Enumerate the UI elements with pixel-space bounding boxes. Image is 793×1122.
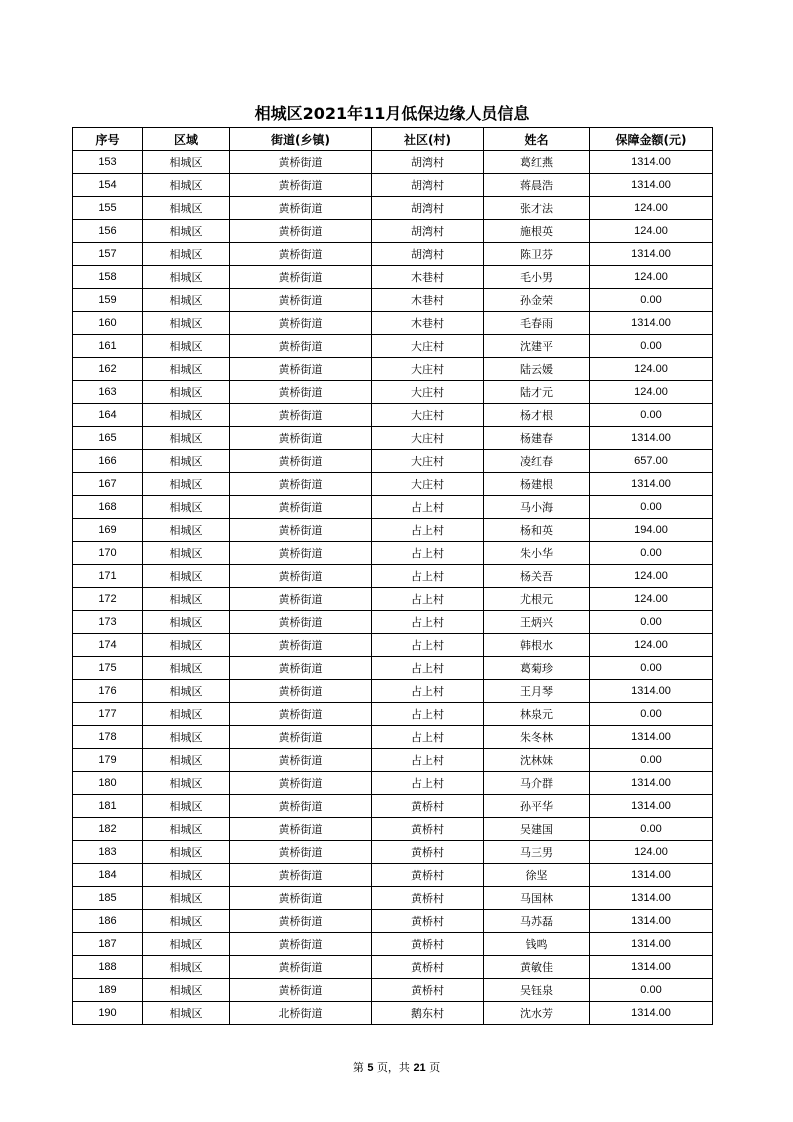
cell-district: 相城区	[143, 473, 230, 496]
table-row	[73, 174, 713, 197]
header-index: 序号	[73, 128, 143, 151]
cell-index: 157	[73, 243, 143, 266]
cell-name: 蒋晨浩	[484, 174, 590, 197]
cell-index: 156	[73, 220, 143, 243]
cell-district: 相城区	[143, 864, 230, 887]
cell-name: 葛红燕	[484, 151, 590, 174]
table-row	[73, 956, 713, 979]
cell-name: 朱小华	[484, 542, 590, 565]
cell-amount: 0.00	[590, 496, 713, 519]
cell-community: 大庄村	[372, 450, 484, 473]
cell-district: 相城区	[143, 266, 230, 289]
cell-amount: 0.00	[590, 611, 713, 634]
header-community: 社区(村)	[372, 128, 484, 151]
table-header-row	[73, 128, 713, 151]
cell-name: 杨才根	[484, 404, 590, 427]
cell-index: 171	[73, 565, 143, 588]
table-row	[73, 1002, 713, 1025]
cell-amount: 1314.00	[590, 933, 713, 956]
cell-index: 190	[73, 1002, 143, 1025]
cell-district: 相城区	[143, 335, 230, 358]
cell-street: 黄桥街道	[230, 197, 372, 220]
cell-street: 黄桥街道	[230, 358, 372, 381]
cell-street: 黄桥街道	[230, 473, 372, 496]
cell-community: 木巷村	[372, 289, 484, 312]
cell-name: 杨关吾	[484, 565, 590, 588]
cell-district: 相城区	[143, 910, 230, 933]
cell-street: 黄桥街道	[230, 933, 372, 956]
cell-street: 黄桥街道	[230, 151, 372, 174]
cell-street: 黄桥街道	[230, 220, 372, 243]
table-row	[73, 404, 713, 427]
cell-street: 黄桥街道	[230, 772, 372, 795]
header-amount: 保障金额(元)	[590, 128, 713, 151]
cell-community: 占上村	[372, 565, 484, 588]
table-row	[73, 151, 713, 174]
cell-street: 黄桥街道	[230, 910, 372, 933]
cell-community: 黄桥村	[372, 956, 484, 979]
cell-street: 黄桥街道	[230, 611, 372, 634]
cell-street: 黄桥街道	[230, 266, 372, 289]
cell-index: 174	[73, 634, 143, 657]
cell-name: 沈林妹	[484, 749, 590, 772]
cell-amount: 124.00	[590, 634, 713, 657]
cell-amount: 124.00	[590, 220, 713, 243]
table-row	[73, 450, 713, 473]
cell-community: 鹅东村	[372, 1002, 484, 1025]
cell-index: 189	[73, 979, 143, 1002]
table-row	[73, 266, 713, 289]
cell-name: 吴钰泉	[484, 979, 590, 1002]
cell-community: 胡湾村	[372, 243, 484, 266]
cell-amount: 0.00	[590, 979, 713, 1002]
cell-community: 占上村	[372, 634, 484, 657]
cell-amount: 1314.00	[590, 726, 713, 749]
table-row	[73, 979, 713, 1002]
cell-index: 184	[73, 864, 143, 887]
cell-amount: 1314.00	[590, 956, 713, 979]
cell-community: 占上村	[372, 657, 484, 680]
cell-street: 黄桥街道	[230, 496, 372, 519]
cell-index: 172	[73, 588, 143, 611]
cell-street: 黄桥街道	[230, 174, 372, 197]
footer-prefix: 第	[352, 1061, 364, 1074]
table-row	[73, 749, 713, 772]
cell-index: 166	[73, 450, 143, 473]
table-row	[73, 933, 713, 956]
header-district: 区域	[143, 128, 230, 151]
cell-amount: 1314.00	[590, 151, 713, 174]
cell-community: 大庄村	[372, 473, 484, 496]
cell-street: 黄桥街道	[230, 818, 372, 841]
table-row	[73, 772, 713, 795]
footer-page-number: 5	[367, 1062, 374, 1074]
cell-community: 黄桥村	[372, 818, 484, 841]
cell-district: 相城区	[143, 565, 230, 588]
cell-name: 孙金荣	[484, 289, 590, 312]
cell-amount: 1314.00	[590, 910, 713, 933]
cell-name: 王炳兴	[484, 611, 590, 634]
cell-district: 相城区	[143, 680, 230, 703]
cell-district: 相城区	[143, 289, 230, 312]
cell-amount: 1314.00	[590, 887, 713, 910]
cell-community: 木巷村	[372, 266, 484, 289]
cell-amount: 124.00	[590, 197, 713, 220]
cell-index: 160	[73, 312, 143, 335]
cell-district: 相城区	[143, 634, 230, 657]
cell-index: 163	[73, 381, 143, 404]
cell-amount: 1314.00	[590, 1002, 713, 1025]
cell-amount: 1314.00	[590, 243, 713, 266]
cell-street: 黄桥街道	[230, 703, 372, 726]
cell-amount: 0.00	[590, 335, 713, 358]
cell-amount: 1314.00	[590, 174, 713, 197]
table-row	[73, 220, 713, 243]
cell-district: 相城区	[143, 427, 230, 450]
cell-index: 176	[73, 680, 143, 703]
table-row	[73, 427, 713, 450]
cell-name: 张才法	[484, 197, 590, 220]
cell-name: 陆才元	[484, 381, 590, 404]
cell-district: 相城区	[143, 197, 230, 220]
cell-community: 胡湾村	[372, 197, 484, 220]
cell-community: 黄桥村	[372, 864, 484, 887]
cell-name: 陈卫芬	[484, 243, 590, 266]
cell-amount: 657.00	[590, 450, 713, 473]
table-row	[73, 473, 713, 496]
cell-street: 黄桥街道	[230, 680, 372, 703]
cell-index: 178	[73, 726, 143, 749]
cell-name: 尤根元	[484, 588, 590, 611]
footer-middle: 页，共	[376, 1061, 410, 1074]
cell-index: 159	[73, 289, 143, 312]
cell-district: 相城区	[143, 657, 230, 680]
cell-index: 180	[73, 772, 143, 795]
table-row	[73, 887, 713, 910]
cell-name: 马介群	[484, 772, 590, 795]
table-row	[73, 864, 713, 887]
table-row	[73, 289, 713, 312]
cell-index: 177	[73, 703, 143, 726]
cell-street: 黄桥街道	[230, 887, 372, 910]
cell-district: 相城区	[143, 979, 230, 1002]
cell-index: 173	[73, 611, 143, 634]
cell-community: 占上村	[372, 588, 484, 611]
cell-name: 黄敏佳	[484, 956, 590, 979]
cell-district: 相城区	[143, 588, 230, 611]
cell-street: 黄桥街道	[230, 749, 372, 772]
table-row	[73, 335, 713, 358]
page-title: 相城区2021年11月低保边缘人员信息	[254, 104, 530, 123]
cell-street: 黄桥街道	[230, 726, 372, 749]
cell-district: 相城区	[143, 956, 230, 979]
table-row	[73, 519, 713, 542]
cell-district: 相城区	[143, 795, 230, 818]
cell-district: 相城区	[143, 749, 230, 772]
cell-street: 黄桥街道	[230, 312, 372, 335]
cell-street: 北桥街道	[230, 1002, 372, 1025]
cell-district: 相城区	[143, 312, 230, 335]
cell-index: 158	[73, 266, 143, 289]
cell-community: 黄桥村	[372, 795, 484, 818]
cell-community: 大庄村	[372, 335, 484, 358]
cell-name: 沈水芳	[484, 1002, 590, 1025]
cell-amount: 0.00	[590, 703, 713, 726]
cell-index: 162	[73, 358, 143, 381]
cell-amount: 124.00	[590, 588, 713, 611]
cell-name: 施根英	[484, 220, 590, 243]
cell-name: 钱鸣	[484, 933, 590, 956]
cell-amount: 0.00	[590, 542, 713, 565]
table-row	[73, 358, 713, 381]
cell-community: 胡湾村	[372, 174, 484, 197]
cell-name: 马苏磊	[484, 910, 590, 933]
header-name: 姓名	[484, 128, 590, 151]
table-row	[73, 243, 713, 266]
cell-index: 155	[73, 197, 143, 220]
cell-amount: 1314.00	[590, 772, 713, 795]
cell-amount: 124.00	[590, 381, 713, 404]
cell-street: 黄桥街道	[230, 979, 372, 1002]
page-footer	[0, 1059, 793, 1075]
table-row	[73, 197, 713, 220]
cell-name: 葛菊珍	[484, 657, 590, 680]
cell-district: 相城区	[143, 887, 230, 910]
table-row	[73, 680, 713, 703]
table-row	[73, 703, 713, 726]
table-row	[73, 910, 713, 933]
cell-amount: 1314.00	[590, 312, 713, 335]
cell-community: 木巷村	[372, 312, 484, 335]
cell-amount: 0.00	[590, 404, 713, 427]
cell-index: 169	[73, 519, 143, 542]
cell-district: 相城区	[143, 220, 230, 243]
cell-street: 黄桥街道	[230, 588, 372, 611]
cell-name: 王月琴	[484, 680, 590, 703]
cell-index: 182	[73, 818, 143, 841]
cell-name: 吴建国	[484, 818, 590, 841]
cell-amount: 0.00	[590, 289, 713, 312]
cell-name: 凌红春	[484, 450, 590, 473]
data-table	[72, 127, 713, 1025]
cell-street: 黄桥街道	[230, 427, 372, 450]
cell-index: 161	[73, 335, 143, 358]
cell-district: 相城区	[143, 450, 230, 473]
cell-district: 相城区	[143, 703, 230, 726]
cell-community: 占上村	[372, 703, 484, 726]
cell-amount: 0.00	[590, 657, 713, 680]
cell-name: 毛春雨	[484, 312, 590, 335]
cell-amount: 124.00	[590, 358, 713, 381]
cell-community: 黄桥村	[372, 841, 484, 864]
cell-index: 170	[73, 542, 143, 565]
cell-street: 黄桥街道	[230, 335, 372, 358]
cell-amount: 1314.00	[590, 473, 713, 496]
cell-name: 朱冬林	[484, 726, 590, 749]
cell-community: 黄桥村	[372, 887, 484, 910]
cell-community: 占上村	[372, 726, 484, 749]
cell-index: 185	[73, 887, 143, 910]
cell-community: 占上村	[372, 611, 484, 634]
cell-community: 占上村	[372, 772, 484, 795]
table-row	[73, 542, 713, 565]
table-row	[73, 841, 713, 864]
cell-index: 183	[73, 841, 143, 864]
cell-street: 黄桥街道	[230, 841, 372, 864]
cell-street: 黄桥街道	[230, 864, 372, 887]
cell-name: 沈建平	[484, 335, 590, 358]
cell-amount: 1314.00	[590, 680, 713, 703]
cell-amount: 1314.00	[590, 864, 713, 887]
cell-index: 175	[73, 657, 143, 680]
cell-name: 林泉元	[484, 703, 590, 726]
cell-index: 164	[73, 404, 143, 427]
cell-amount: 0.00	[590, 818, 713, 841]
header-street: 街道(乡镇)	[230, 128, 372, 151]
table-row	[73, 657, 713, 680]
cell-district: 相城区	[143, 151, 230, 174]
cell-community: 占上村	[372, 680, 484, 703]
cell-community: 黄桥村	[372, 933, 484, 956]
table-row	[73, 312, 713, 335]
table-row	[73, 795, 713, 818]
cell-amount: 124.00	[590, 565, 713, 588]
cell-street: 黄桥街道	[230, 243, 372, 266]
cell-street: 黄桥街道	[230, 519, 372, 542]
cell-name: 杨建春	[484, 427, 590, 450]
cell-name: 孙平华	[484, 795, 590, 818]
cell-amount: 124.00	[590, 266, 713, 289]
cell-community: 占上村	[372, 519, 484, 542]
cell-district: 相城区	[143, 519, 230, 542]
cell-district: 相城区	[143, 381, 230, 404]
table-row	[73, 611, 713, 634]
cell-name: 陆云媛	[484, 358, 590, 381]
cell-community: 胡湾村	[372, 220, 484, 243]
cell-index: 188	[73, 956, 143, 979]
cell-district: 相城区	[143, 358, 230, 381]
cell-street: 黄桥街道	[230, 795, 372, 818]
cell-index: 168	[73, 496, 143, 519]
cell-community: 占上村	[372, 496, 484, 519]
cell-community: 大庄村	[372, 404, 484, 427]
cell-street: 黄桥街道	[230, 542, 372, 565]
cell-street: 黄桥街道	[230, 634, 372, 657]
table-row	[73, 381, 713, 404]
cell-district: 相城区	[143, 818, 230, 841]
cell-community: 胡湾村	[372, 151, 484, 174]
cell-community: 大庄村	[372, 427, 484, 450]
cell-index: 186	[73, 910, 143, 933]
footer-total-pages: 21	[413, 1062, 426, 1074]
cell-community: 黄桥村	[372, 979, 484, 1002]
cell-street: 黄桥街道	[230, 657, 372, 680]
cell-name: 马小海	[484, 496, 590, 519]
cell-district: 相城区	[143, 611, 230, 634]
cell-index: 153	[73, 151, 143, 174]
cell-district: 相城区	[143, 243, 230, 266]
cell-district: 相城区	[143, 841, 230, 864]
table-row	[73, 726, 713, 749]
cell-street: 黄桥街道	[230, 289, 372, 312]
cell-name: 徐坚	[484, 864, 590, 887]
cell-street: 黄桥街道	[230, 565, 372, 588]
cell-street: 黄桥街道	[230, 381, 372, 404]
footer-suffix: 页	[429, 1061, 441, 1074]
table-row	[73, 634, 713, 657]
cell-district: 相城区	[143, 726, 230, 749]
cell-name: 杨和英	[484, 519, 590, 542]
cell-amount: 0.00	[590, 749, 713, 772]
table-body	[73, 151, 713, 1025]
cell-community: 黄桥村	[372, 910, 484, 933]
cell-index: 181	[73, 795, 143, 818]
cell-district: 相城区	[143, 174, 230, 197]
cell-community: 占上村	[372, 749, 484, 772]
cell-index: 187	[73, 933, 143, 956]
cell-name: 韩根水	[484, 634, 590, 657]
cell-name: 马国林	[484, 887, 590, 910]
cell-district: 相城区	[143, 404, 230, 427]
cell-community: 大庄村	[372, 381, 484, 404]
cell-index: 154	[73, 174, 143, 197]
cell-district: 相城区	[143, 542, 230, 565]
cell-index: 179	[73, 749, 143, 772]
cell-amount: 194.00	[590, 519, 713, 542]
cell-amount: 124.00	[590, 841, 713, 864]
table-row	[73, 565, 713, 588]
cell-district: 相城区	[143, 933, 230, 956]
cell-amount: 1314.00	[590, 795, 713, 818]
cell-community: 占上村	[372, 542, 484, 565]
cell-street: 黄桥街道	[230, 404, 372, 427]
cell-amount: 1314.00	[590, 427, 713, 450]
cell-community: 大庄村	[372, 358, 484, 381]
cell-name: 杨建根	[484, 473, 590, 496]
table-row	[73, 588, 713, 611]
table-row	[73, 818, 713, 841]
cell-name: 毛小男	[484, 266, 590, 289]
cell-index: 167	[73, 473, 143, 496]
cell-index: 165	[73, 427, 143, 450]
cell-district: 相城区	[143, 496, 230, 519]
cell-street: 黄桥街道	[230, 450, 372, 473]
cell-district: 相城区	[143, 1002, 230, 1025]
table-row	[73, 496, 713, 519]
cell-district: 相城区	[143, 772, 230, 795]
cell-street: 黄桥街道	[230, 956, 372, 979]
cell-name: 马三男	[484, 841, 590, 864]
